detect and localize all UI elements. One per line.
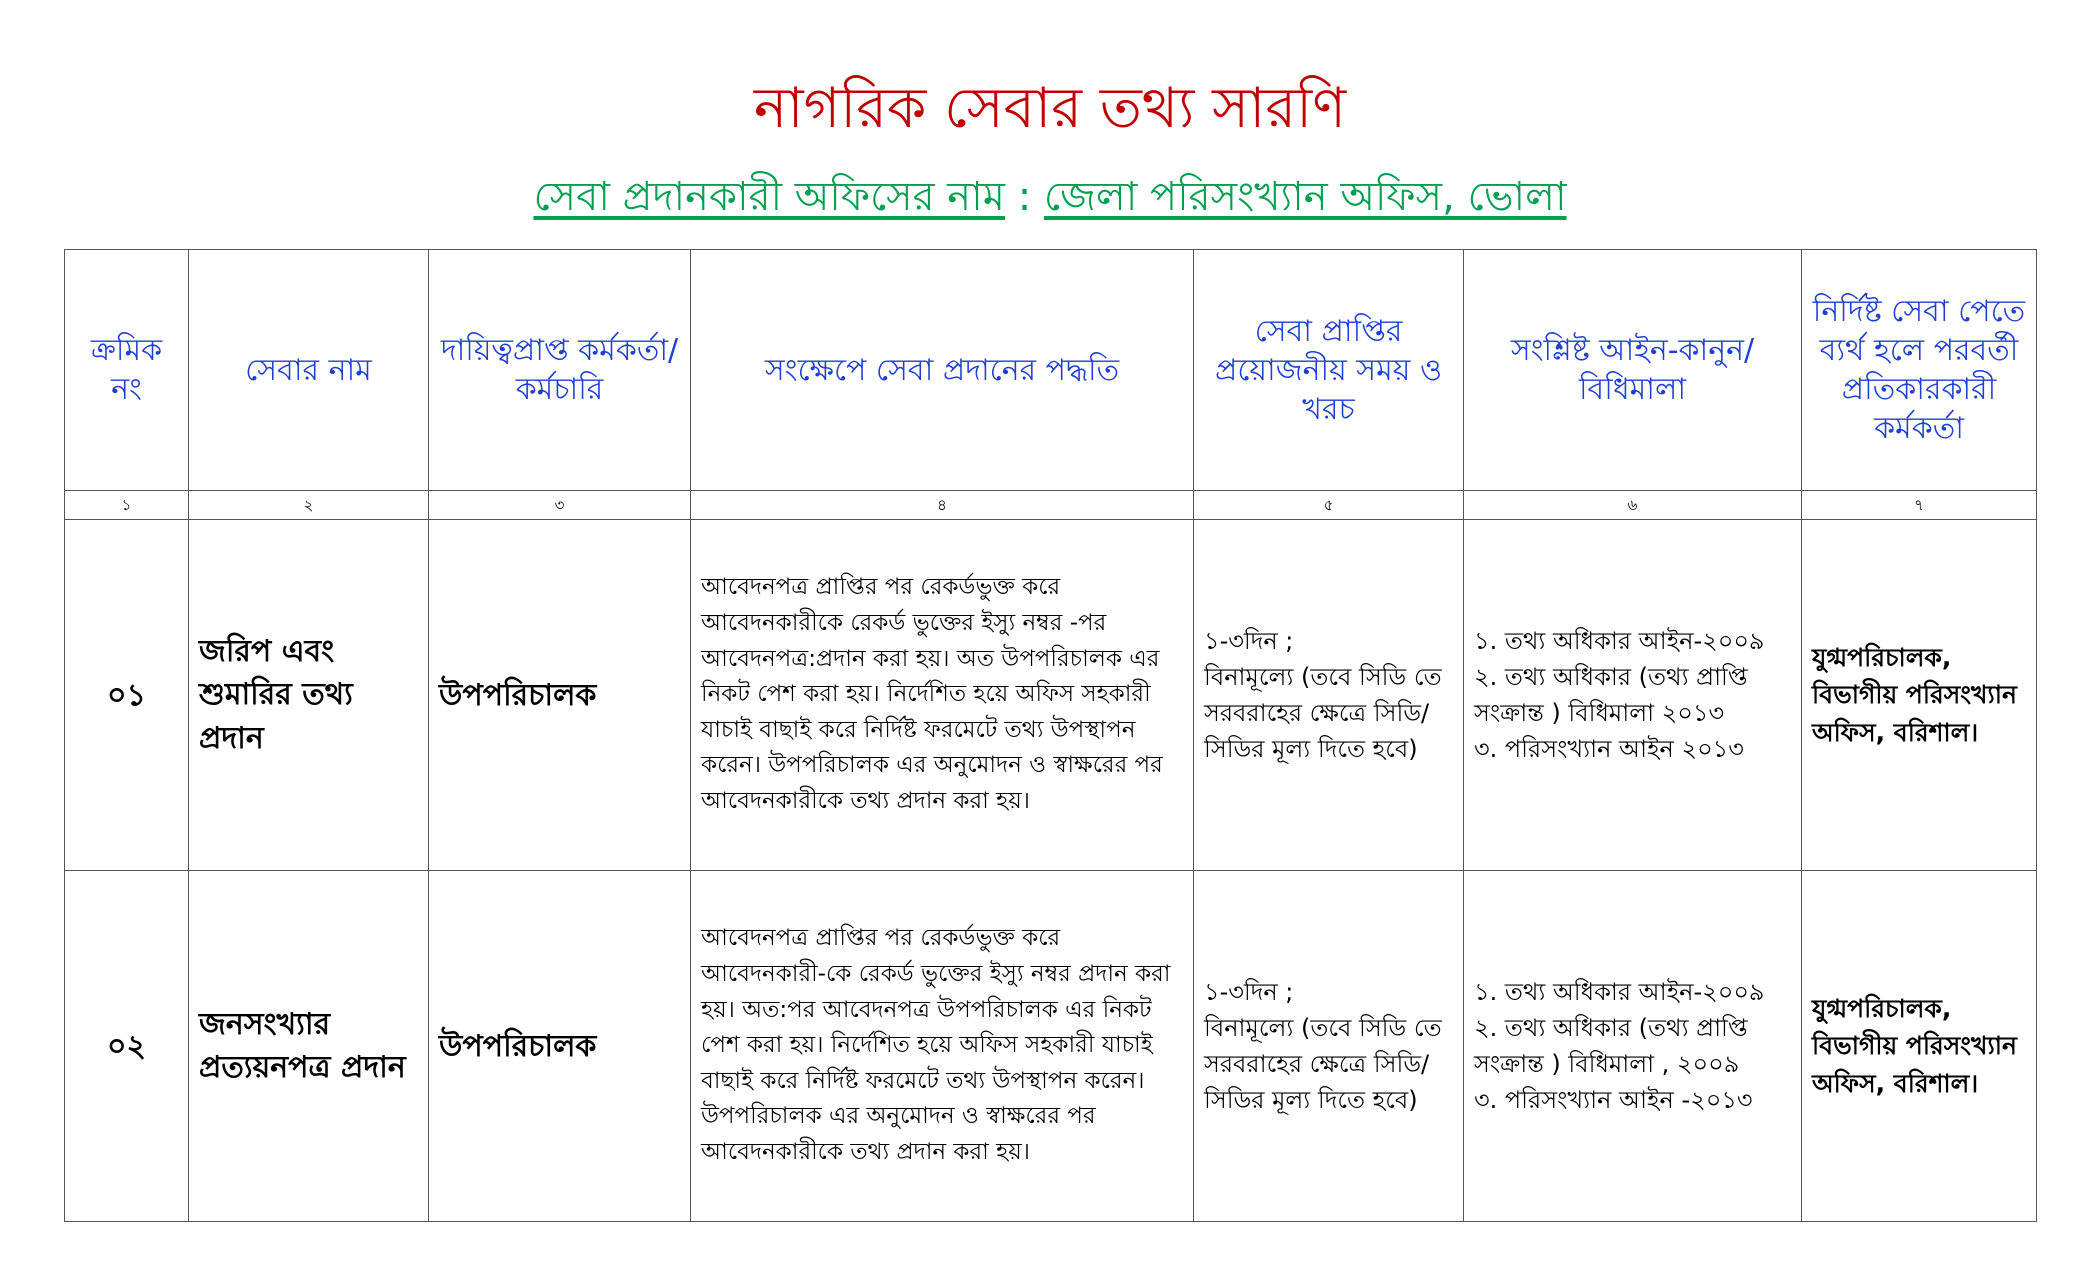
row-serial: ০২: [65, 871, 189, 1222]
column-number-row: [65, 491, 2037, 520]
row-officer: উপপরিচালক: [429, 871, 691, 1222]
row-method: আবেদনপত্র প্রাপ্তির পর রেকর্ডভুক্ত করে আবেদনকারী-কে রেকর্ড ভুক্তের ইস্যু নম্বর প্রদান করা হয়। অত:পর আবেদনপত্র উপপরিচালক এর নিকট পেশ করা হয়। নির্দেশিত হয়ে অফিস সহকারী যাচাই বাছাই করে নির্দিষ্ট ফরমেটে তথ্য উপস্থাপন করেন। উপপরিচালক এর অনুমোদন ও স্বাক্ষরের পর আবেদনকারীকে তথ্য প্রদান করা হয়।: [691, 871, 1194, 1222]
header-service-name: সেবার নাম: [189, 250, 429, 491]
row-time-cost: [1194, 871, 1464, 1222]
row-laws: [1464, 520, 1802, 871]
row-officer: উপপরিচালক: [429, 520, 691, 871]
row-cost: বিনামূল্যে (তবে সিডি তে সরবরাহের ক্ষেত্রে সিডি/সিডির মূল্য দিতে হবে): [1204, 1014, 1442, 1114]
header-remedy-officer: নির্দিষ্ট সেবা পেতে ব্যর্থ হলে পরবর্তী প্রতিকারকারী কর্মকর্তা: [1802, 250, 2037, 491]
column-number: ৪: [691, 491, 1194, 520]
row-serial: ০১: [65, 520, 189, 871]
table-row: [65, 871, 2037, 1222]
office-subtitle: [0, 175, 2100, 219]
law-item: ২. তথ্য অধিকার (তথ্য প্রাপ্তি সংক্রান্ত ) বিধিমালা , ২০০৯: [1474, 1014, 1748, 1078]
table-row: [65, 520, 2037, 871]
column-number: ২: [189, 491, 429, 520]
row-time-cost: [1194, 520, 1464, 871]
law-item: ৩. পরিসংখ্যান আইন -২০১৩: [1474, 1086, 1753, 1114]
column-number: ৬: [1464, 491, 1802, 520]
subtitle-separator: :: [1005, 174, 1044, 220]
row-service-name: জরিপ এবং শুমারির তথ্য প্রদান: [189, 520, 429, 871]
office-label: সেবা প্রদানকারী অফিসের নাম: [533, 174, 1005, 220]
column-number: ৫: [1194, 491, 1464, 520]
header-time-cost: সেবা প্রাপ্তির প্রয়োজনীয় সময় ও খরচ: [1194, 250, 1464, 491]
law-item: ১. তথ্য অধিকার আইন-২০০৯: [1474, 978, 1765, 1006]
header-method: সংক্ষেপে সেবা প্রদানের পদ্ধতি: [691, 250, 1194, 491]
row-remedy-officer: যুগ্মপরিচালক, বিভাগীয় পরিসংখ্যান অফিস, বরিশাল।: [1802, 871, 2037, 1222]
column-number: ৭: [1802, 491, 2037, 520]
row-service-name: জনসংখ্যার প্রত্যয়নপত্র প্রদান: [189, 871, 429, 1222]
row-remedy-officer: যুগ্মপরিচালক, বিভাগীয় পরিসংখ্যান অফিস, বরিশাল।: [1802, 520, 2037, 871]
column-number: ৩: [429, 491, 691, 520]
row-cost: বিনামূল্যে (তবে সিডি তে সরবরাহের ক্ষেত্রে সিডি/সিডির মূল্য দিতে হবে): [1204, 663, 1442, 763]
law-item: ১. তথ্য অধিকার আইন-২০০৯: [1474, 627, 1765, 655]
law-item: ৩. পরিসংখ্যান আইন ২০১৩: [1474, 735, 1744, 763]
header-serial: ক্রমিক নং: [65, 250, 189, 491]
header-laws: সংশ্লিষ্ট আইন-কানুন/ বিধিমালা: [1464, 250, 1802, 491]
header-responsible-officer: দায়িত্বপ্রাপ্ত কর্মকর্তা/কর্মচারি: [429, 250, 691, 491]
column-number: ১: [65, 491, 189, 520]
row-method: আবেদনপত্র প্রাপ্তির পর রেকর্ডভুক্ত করে আবেদনকারীকে রেকর্ড ভুক্তের ইস্যু নম্বর -পর আবেদনপত্র:প্রদান করা হয়। অত উপপরিচালক এর নিকট পেশ করা হয়। নির্দেশিত হয়ে অফিস সহকারী যাচাই বাছাই করে নির্দিষ্ট ফরমেটে তথ্য উপস্থাপন করেন। উপপরিচালক এর অনুমোদন ও স্বাক্ষরের পর আবেদনকারীকে তথ্য প্রদান করা হয়।: [691, 520, 1194, 871]
page-title: নাগরিক সেবার তথ্য সারণি: [753, 76, 1347, 141]
row-time-days: ১-৩দিন ;: [1204, 627, 1294, 655]
row-laws: [1464, 871, 1802, 1222]
law-item: ২. তথ্য অধিকার (তথ্য প্রাপ্তি সংক্রান্ত ) বিধিমালা ২০১৩: [1474, 663, 1748, 727]
office-name: জেলা পরিসংখ্যান অফিস, ভোলা: [1043, 174, 1567, 220]
service-table: [64, 249, 2037, 1222]
row-time-days: ১-৩দিন ;: [1204, 978, 1294, 1006]
table-header-row: [65, 250, 2037, 491]
